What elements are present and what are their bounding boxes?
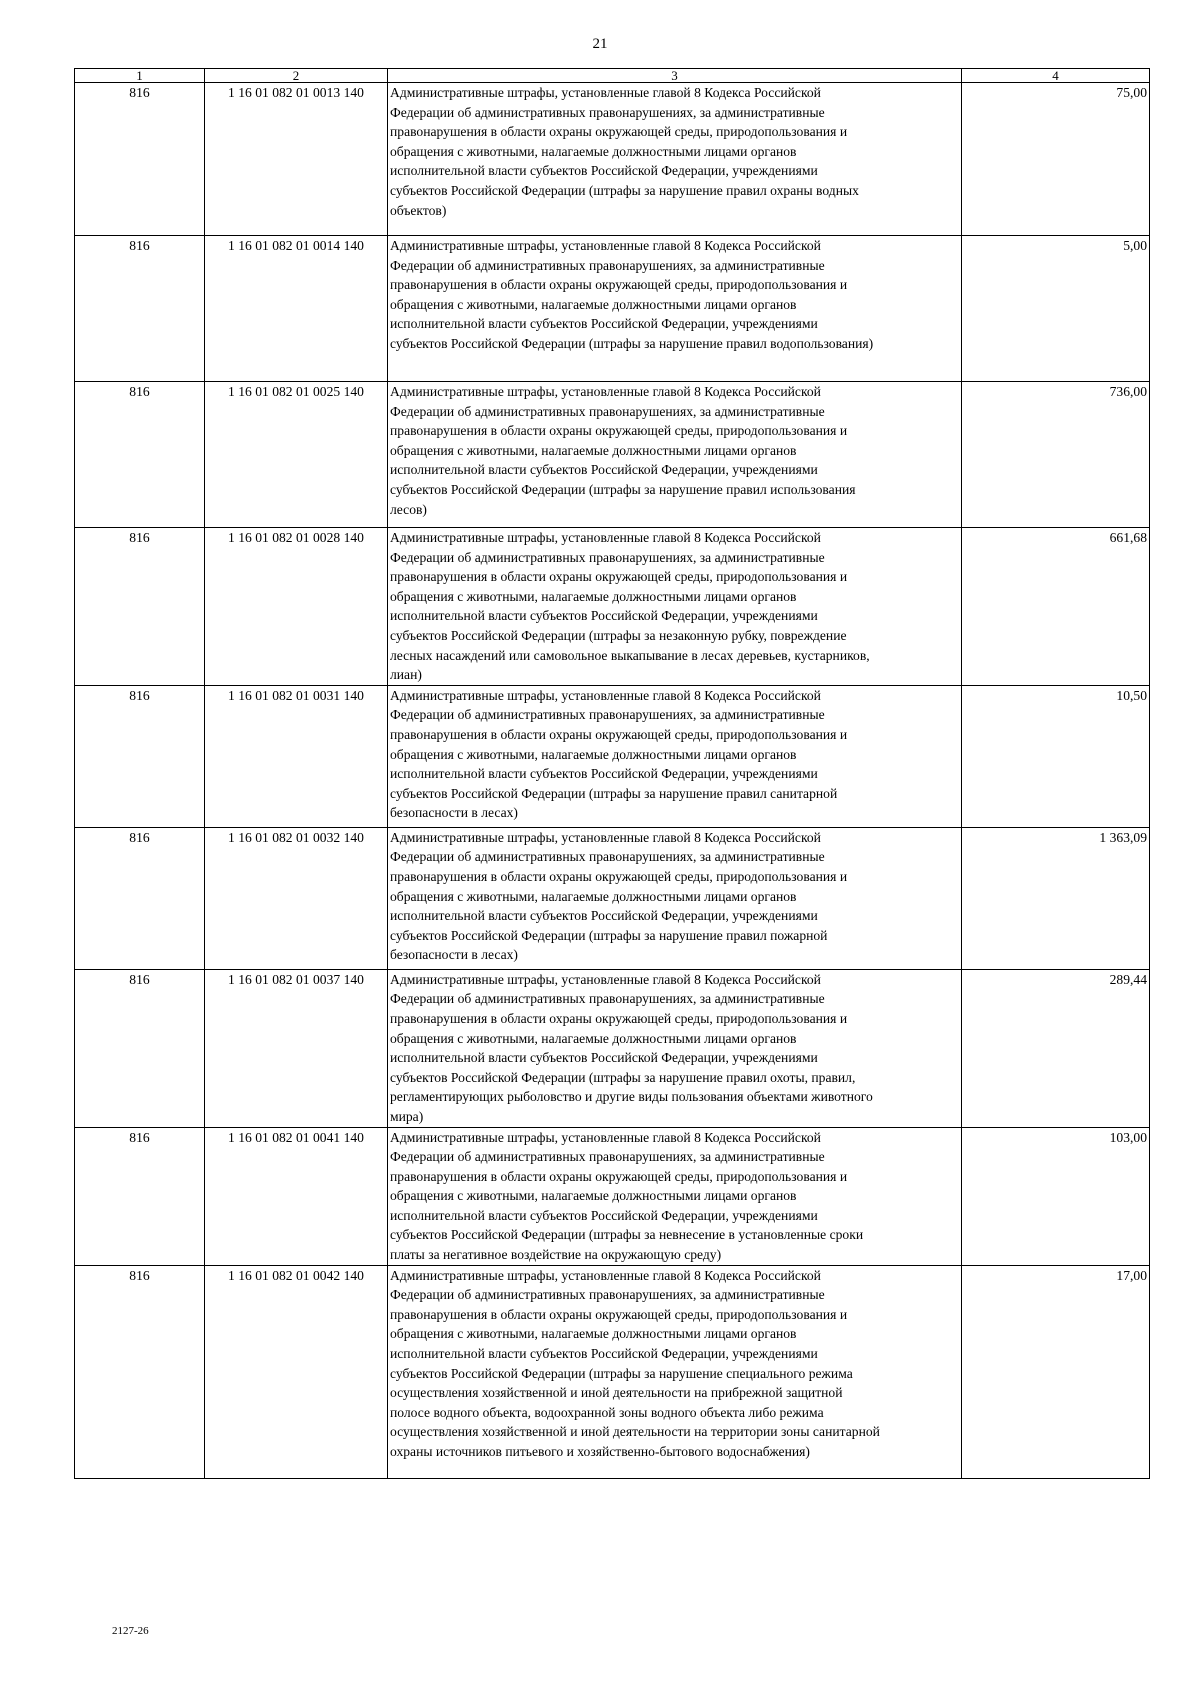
column-number-header-row — [75, 69, 1150, 83]
revenue-description-cell — [388, 827, 962, 969]
description-line: Федерации об административных правонарушениях, за административные — [390, 549, 825, 565]
description-line: Федерации об административных правонарушениях, за административные — [390, 257, 825, 273]
description-line: исполнительной власти субъектов Российской Федерации, учреждениями — [390, 1346, 818, 1362]
amount-cell: 10,50 — [962, 685, 1150, 827]
description-line: исполнительной власти субъектов Российской Федерации, учреждениями — [390, 908, 818, 924]
admin-code-cell: 816 — [75, 83, 205, 236]
description-line: лиан) — [390, 667, 422, 683]
admin-code-cell: 816 — [75, 1265, 205, 1478]
description-line: безопасности в лесах) — [390, 805, 518, 821]
description-line: обращения с животными, налагаемые должностными лицами органов — [390, 1188, 797, 1204]
description-line: осуществления хозяйственной и иной деятельности на территории зоны санитарной — [390, 1424, 880, 1440]
amount-cell: 75,00 — [962, 83, 1150, 236]
description-line: обращения с животными, налагаемые должностными лицами органов — [390, 588, 797, 604]
description-line: обращения с животными, налагаемые должностными лицами органов — [390, 143, 797, 159]
table-row — [75, 827, 1150, 969]
description-line: мира) — [390, 1108, 424, 1124]
description-line: субъектов Российской Федерации (штрафы за нарушение правил охраны водных — [390, 182, 859, 198]
table-row — [75, 83, 1150, 236]
revenue-description-cell — [388, 528, 962, 686]
description-line: Федерации об административных правонарушениях, за административные — [390, 707, 825, 723]
description-line: Федерации об административных правонарушениях, за административные — [390, 849, 825, 865]
table-row — [75, 1127, 1150, 1265]
description-line: правонарушения в области охраны окружающей среды, природопользования и — [390, 277, 848, 293]
description-line: правонарушения в области охраны окружающей среды, природопользования и — [390, 1168, 848, 1184]
table-row — [75, 1265, 1150, 1478]
table-row — [75, 236, 1150, 382]
amount-cell: 736,00 — [962, 382, 1150, 528]
description-line: лесов) — [390, 501, 427, 517]
description-line: Административные штрафы, установленные главой 8 Кодекса Российской — [390, 1267, 821, 1283]
description-line: правонарушения в области охраны окружающей среды, природопользования и — [390, 1010, 848, 1026]
column-number-4: 4 — [962, 69, 1150, 83]
description-line: субъектов Российской Федерации (штрафы за нарушение правил охоты, правил, — [390, 1069, 856, 1085]
description-line: субъектов Российской Федерации (штрафы за невнесение в установленные сроки — [390, 1227, 864, 1243]
column-number-3: 3 — [388, 69, 962, 83]
description-line: исполнительной власти субъектов Российской Федерации, учреждениями — [390, 766, 818, 782]
description-line: Административные штрафы, установленные главой 8 Кодекса Российской — [390, 971, 821, 987]
description-line: регламентирующих рыболовство и другие виды пользования объектами животного — [390, 1089, 873, 1105]
revenue-description-cell — [388, 382, 962, 528]
admin-code-cell: 816 — [75, 382, 205, 528]
admin-code-cell: 816 — [75, 236, 205, 382]
table-body — [75, 83, 1150, 1479]
description-line: полосе водного объекта, водоохранной зоны водного объекта либо режима — [390, 1404, 824, 1420]
description-line: Административные штрафы, установленные главой 8 Кодекса Российской — [390, 85, 821, 100]
description-line: Административные штрафы, установленные главой 8 Кодекса Российской — [390, 687, 821, 703]
description-line: обращения с животными, налагаемые должностными лицами органов — [390, 296, 797, 312]
description-line: субъектов Российской Федерации (штрафы за незаконную рубку, повреждение — [390, 627, 847, 643]
description-line: обращения с животными, налагаемые должностными лицами органов — [390, 888, 797, 904]
description-line: безопасности в лесах) — [390, 947, 518, 963]
budget-classification-code-cell: 1 16 01 082 01 0031 140 — [205, 685, 388, 827]
table-row — [75, 382, 1150, 528]
description-line: обращения с животными, налагаемые должностными лицами органов — [390, 1326, 797, 1342]
description-line: осуществления хозяйственной и иной деятельности на прибрежной защитной — [390, 1385, 843, 1401]
description-line: охраны источников питьевого и хозяйственно-бытового водоснабжения) — [390, 1444, 810, 1459]
description-line: правонарушения в области охраны окружающей среды, природопользования и — [390, 726, 848, 742]
description-line: исполнительной власти субъектов Российской Федерации, учреждениями — [390, 316, 818, 332]
budget-revenue-table — [74, 68, 1150, 1479]
revenue-description-cell — [388, 236, 962, 382]
description-line: Федерации об административных правонарушениях, за административные — [390, 991, 825, 1007]
description-line: правонарушения в области охраны окружающей среды, природопользования и — [390, 124, 848, 140]
description-line: субъектов Российской Федерации (штрафы за нарушение правил пожарной — [390, 927, 828, 943]
description-line: Административные штрафы, установленные главой 8 Кодекса Российской — [390, 384, 821, 399]
description-line: Административные штрафы, установленные главой 8 Кодекса Российской — [390, 1129, 821, 1145]
description-line: правонарушения в области охраны окружающей среды, природопользования и — [390, 1306, 848, 1322]
description-line: Федерации об административных правонарушениях, за административные — [390, 104, 825, 120]
revenue-description-cell — [388, 1127, 962, 1265]
description-line: Административные штрафы, установленные главой 8 Кодекса Российской — [390, 530, 821, 545]
budget-classification-code-cell: 1 16 01 082 01 0041 140 — [205, 1127, 388, 1265]
description-line: правонарушения в области охраны окружающей среды, природопользования и — [390, 569, 848, 585]
admin-code-cell: 816 — [75, 685, 205, 827]
description-line: исполнительной власти субъектов Российской Федерации, учреждениями — [390, 163, 818, 179]
description-line: обращения с животными, налагаемые должностными лицами органов — [390, 442, 797, 458]
revenue-description-cell — [388, 1265, 962, 1478]
amount-cell: 17,00 — [962, 1265, 1150, 1478]
amount-cell: 5,00 — [962, 236, 1150, 382]
description-line: Федерации об административных правонарушениях, за административные — [390, 403, 825, 419]
revenue-description-cell — [388, 969, 962, 1127]
document-code: 2127-26 — [112, 1625, 149, 1637]
table-row — [75, 528, 1150, 686]
description-line: платы за негативное воздействие на окружающую среду) — [390, 1247, 722, 1263]
description-line: Федерации об административных правонарушениях, за административные — [390, 1149, 825, 1165]
description-line: исполнительной власти субъектов Российской Федерации, учреждениями — [390, 608, 818, 624]
description-line: объектов) — [390, 202, 447, 218]
table-row — [75, 685, 1150, 827]
description-line: лесных насаждений или самовольное выкапывание в лесах деревьев, кустарников, — [390, 647, 870, 663]
description-line: правонарушения в области охраны окружающей среды, природопользования и — [390, 868, 848, 884]
description-line: Административные штрафы, установленные главой 8 Кодекса Российской — [390, 829, 821, 845]
budget-classification-code-cell: 1 16 01 082 01 0013 140 — [205, 83, 388, 236]
description-line: исполнительной власти субъектов Российской Федерации, учреждениями — [390, 1050, 818, 1066]
description-line: Административные штрафы, установленные главой 8 Кодекса Российской — [390, 238, 821, 253]
table-row — [75, 969, 1150, 1127]
admin-code-cell: 816 — [75, 528, 205, 686]
budget-classification-code-cell: 1 16 01 082 01 0037 140 — [205, 969, 388, 1127]
budget-classification-code-cell: 1 16 01 082 01 0025 140 — [205, 382, 388, 528]
description-line: Федерации об административных правонарушениях, за административные — [390, 1287, 825, 1303]
description-line: правонарушения в области охраны окружающей среды, природопользования и — [390, 423, 848, 439]
description-line: обращения с животными, налагаемые должностными лицами органов — [390, 1030, 797, 1046]
page-number: 21 — [592, 36, 608, 52]
admin-code-cell: 816 — [75, 827, 205, 969]
amount-cell: 1 363,09 — [962, 827, 1150, 969]
revenue-description-cell — [388, 83, 962, 236]
column-number-1: 1 — [75, 69, 205, 83]
budget-classification-code-cell: 1 16 01 082 01 0028 140 — [205, 528, 388, 686]
column-number-2: 2 — [205, 69, 388, 83]
budget-classification-code-cell: 1 16 01 082 01 0014 140 — [205, 236, 388, 382]
admin-code-cell: 816 — [75, 969, 205, 1127]
admin-code-cell: 816 — [75, 1127, 205, 1265]
amount-cell: 661,68 — [962, 528, 1150, 686]
description-line: субъектов Российской Федерации (штрафы за нарушение правил водопользования) — [390, 335, 874, 351]
amount-cell: 103,00 — [962, 1127, 1150, 1265]
description-line: субъектов Российской Федерации (штрафы за нарушение правил использования — [390, 481, 856, 497]
description-line: исполнительной власти субъектов Российской Федерации, учреждениями — [390, 1207, 818, 1223]
budget-classification-code-cell: 1 16 01 082 01 0032 140 — [205, 827, 388, 969]
budget-classification-code-cell: 1 16 01 082 01 0042 140 — [205, 1265, 388, 1478]
amount-cell: 289,44 — [962, 969, 1150, 1127]
description-line: исполнительной власти субъектов Российской Федерации, учреждениями — [390, 462, 818, 478]
description-line: субъектов Российской Федерации (штрафы за нарушение специального режима — [390, 1365, 853, 1381]
description-line: обращения с животными, налагаемые должностными лицами органов — [390, 746, 797, 762]
description-line: субъектов Российской Федерации (штрафы за нарушение правил санитарной — [390, 785, 838, 801]
revenue-description-cell — [388, 685, 962, 827]
